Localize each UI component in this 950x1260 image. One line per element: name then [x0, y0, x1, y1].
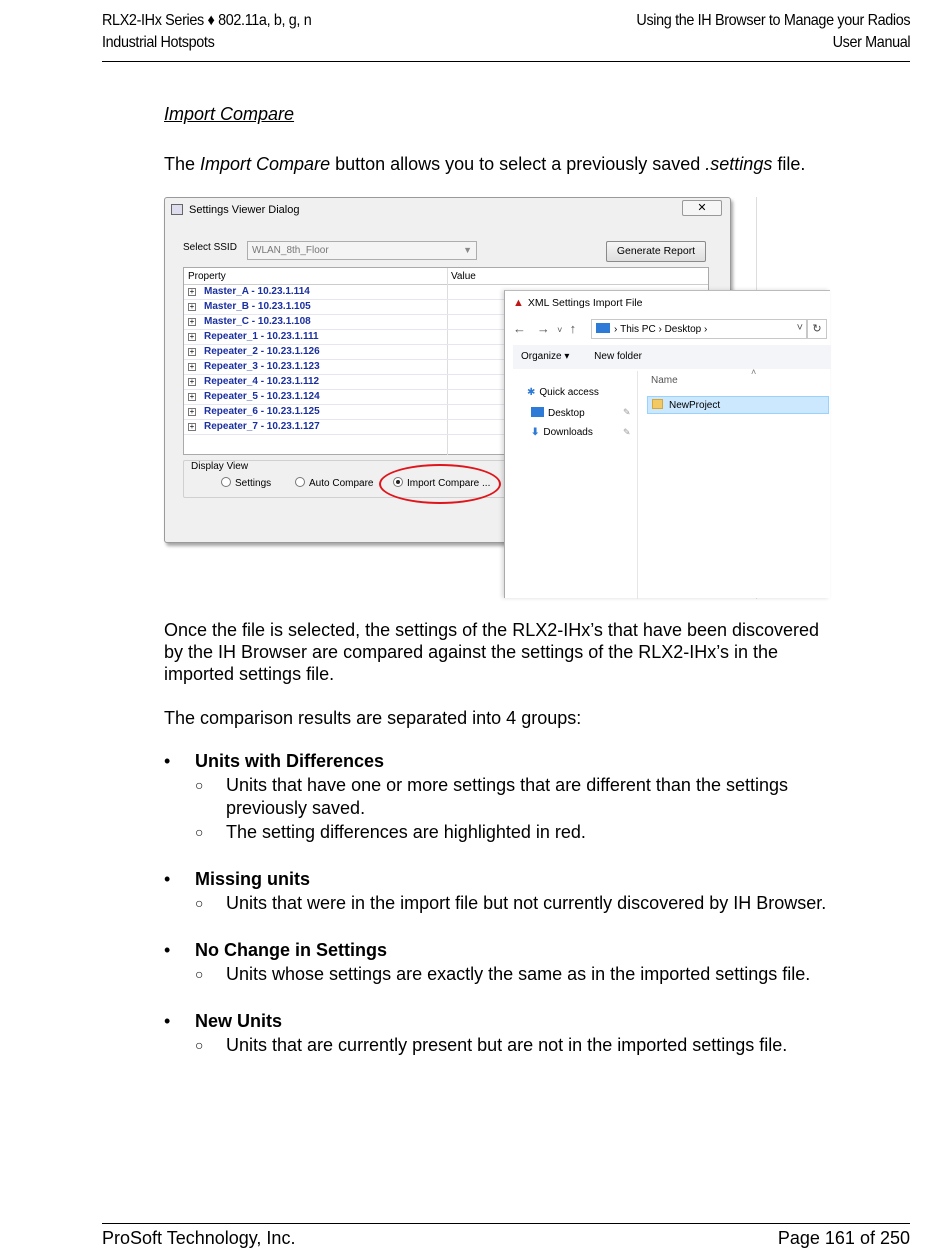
file-name: NewProject: [669, 400, 721, 411]
column-name-header[interactable]: Name: [651, 375, 678, 386]
nav-downloads-label: Downloads: [543, 427, 593, 438]
expand-icon[interactable]: +: [189, 362, 195, 371]
sub-bullet-icon: ○: [195, 823, 204, 840]
col-property: Property: [188, 271, 226, 282]
expand-icon[interactable]: +: [189, 392, 195, 401]
radio-circle: [295, 477, 305, 487]
row-label: Repeater_4 - 10.23.1.112: [204, 376, 320, 387]
address-bar[interactable]: › This PC › Desktop › ˅: [591, 319, 807, 339]
row-label: Repeater_1 - 10.23.1.111: [204, 331, 319, 342]
header-left: [102, 10, 311, 54]
ssid-value: WLAN_8th_Floor: [252, 245, 329, 256]
desktop-icon: [531, 407, 544, 417]
back-arrow-icon[interactable]: ←: [513, 321, 526, 336]
path-desktop[interactable]: Desktop: [664, 324, 702, 335]
radio-settings-label: Settings: [235, 478, 272, 489]
refresh-icon[interactable]: ↻: [807, 319, 827, 339]
bullet-icon: •: [164, 751, 171, 771]
row-label: Repeater_2 - 10.23.1.126: [204, 346, 320, 357]
radio-settings[interactable]: [221, 477, 271, 489]
footer-company: ProSoft Technology, Inc.: [102, 1228, 296, 1248]
header-chapter: Using the IH Browser to Manage your Radios: [636, 12, 910, 29]
new-folder-button[interactable]: New folder: [594, 351, 642, 362]
xml-import-dialog: [504, 290, 830, 598]
expand-icon[interactable]: +: [189, 422, 195, 431]
download-icon: ⬇: [531, 427, 540, 438]
display-view-label: Display View: [191, 461, 249, 472]
organize-button[interactable]: Organize ▾: [521, 351, 570, 362]
col-value: Value: [451, 271, 476, 282]
star-icon: ✱: [527, 387, 536, 398]
row-label: Repeater_5 - 10.23.1.124: [204, 391, 320, 402]
groups-intro: The comparison results are separated into 4 groups:: [164, 708, 582, 728]
expand-icon[interactable]: +: [189, 332, 195, 341]
group-description-text: Units that have one or more settings that are different than the settings previously saved.: [226, 774, 788, 818]
result-group: [164, 868, 864, 915]
quick-access-label: Quick access: [539, 387, 599, 398]
row-label: Repeater_7 - 10.23.1.127: [204, 421, 320, 432]
grid-header: [184, 268, 708, 285]
intro-paragraph: [164, 153, 864, 175]
path-this-pc[interactable]: This PC: [620, 324, 656, 335]
sort-caret-icon: ˄: [751, 367, 757, 377]
result-group: [164, 1010, 864, 1057]
group-title: New Units: [195, 1011, 283, 1031]
sub-bullet-icon: ○: [195, 1036, 204, 1053]
page-header: [102, 8, 910, 62]
select-ssid-label: Select SSID: [183, 242, 237, 253]
expand-icon[interactable]: +: [189, 287, 195, 296]
group-description-text: The setting differences are highlighted in red.: [226, 821, 586, 842]
recent-dropdown-icon[interactable]: ˅: [557, 325, 563, 335]
file-toolbar: [513, 345, 831, 369]
radio-auto-compare[interactable]: [295, 477, 373, 489]
intro-extension: .settings: [705, 154, 773, 174]
group-description-text: Units that are currently present but are not in the imported settings file.: [226, 1034, 788, 1055]
row-label: Repeater_6 - 10.23.1.125: [204, 406, 320, 417]
group-description: [195, 821, 864, 845]
header-product-type: Industrial Hotspots: [102, 34, 215, 51]
intro-post: file.: [772, 154, 806, 174]
chevron-down-icon[interactable]: ˅: [796, 322, 803, 334]
pane-divider: [637, 371, 638, 599]
expand-icon[interactable]: +: [189, 407, 195, 416]
radio-import-compare-label: Import Compare ...: [407, 478, 491, 489]
radio-auto-compare-label: Auto Compare: [309, 478, 374, 489]
app-icon: ▲: [513, 297, 524, 309]
file-dialog-title-text: XML Settings Import File: [527, 297, 643, 309]
window-icon: [171, 204, 183, 215]
expand-icon[interactable]: +: [189, 347, 195, 356]
group-description-text: Units whose settings are exactly the same as in the imported settings file.: [226, 963, 811, 984]
row-label: Master_B - 10.23.1.105: [204, 301, 311, 312]
group-description: [195, 1034, 864, 1058]
sub-bullet-icon: ○: [195, 894, 204, 911]
group-title: Missing units: [195, 869, 311, 889]
header-product: RLX2-IHx Series ♦ 802.11a, b, g, n: [102, 12, 312, 29]
intro-pre: The: [164, 154, 201, 174]
row-label: Master_C - 10.23.1.108: [204, 316, 311, 327]
group-description: [195, 963, 864, 987]
result-group: [164, 750, 864, 844]
generate-report-button[interactable]: Generate Report: [606, 241, 706, 262]
sub-bullet-icon: ○: [195, 776, 204, 793]
nav-quick-access[interactable]: [527, 387, 599, 398]
monitor-icon: [596, 323, 610, 333]
screenshot-figure: [164, 197, 834, 599]
sub-bullet-icon: ○: [195, 965, 204, 982]
header-right: [636, 10, 910, 54]
dialog-title: [171, 204, 299, 216]
radio-circle: [221, 477, 231, 487]
intro-button-name: Import Compare: [200, 154, 331, 174]
result-groups-list: [164, 750, 864, 1081]
footer-page-number: Page 161 of 250: [777, 1228, 910, 1248]
group-description: [195, 892, 864, 916]
section-title: Import Compare: [164, 104, 295, 124]
nav-buttons: [513, 321, 576, 336]
result-group: [164, 939, 864, 986]
nav-downloads[interactable]: [531, 427, 631, 438]
header-doc-type: User Manual: [832, 34, 910, 51]
dialog-title-text: Settings Viewer Dialog: [189, 204, 300, 216]
file-dialog-title: [513, 297, 642, 309]
row-label: Repeater_3 - 10.23.1.123: [204, 361, 320, 372]
expand-icon[interactable]: +: [189, 317, 195, 326]
folder-icon: [652, 399, 663, 409]
up-arrow-icon[interactable]: ↑: [569, 321, 577, 336]
row-label: Master_A - 10.23.1.114: [204, 286, 310, 297]
pin-icon: ✎: [623, 427, 631, 437]
comparison-paragraph: Once the file is selected, the settings of the RLX2-IHx’s that have been discovered by the IH Browser are compared against the settings of the RLX2-IHx’s in the imported settings file.: [164, 620, 820, 684]
expand-icon[interactable]: +: [189, 377, 195, 386]
bullet-icon: •: [164, 1011, 171, 1031]
pin-icon: ✎: [623, 407, 631, 417]
ssid-select[interactable]: [247, 241, 477, 260]
close-button[interactable]: ✕: [682, 200, 722, 216]
page-footer: [102, 1223, 910, 1248]
group-title: No Change in Settings: [195, 940, 388, 960]
nav-desktop-label: Desktop: [548, 408, 585, 419]
intro-mid: button allows you to select a previously saved: [330, 154, 706, 174]
chevron-down-icon: ▼: [463, 245, 472, 255]
expand-icon[interactable]: +: [189, 302, 195, 311]
forward-arrow-icon[interactable]: →: [536, 321, 550, 336]
group-title: Units with Differences: [195, 751, 385, 771]
bullet-icon: •: [164, 940, 171, 960]
highlight-circle: [379, 464, 501, 504]
group-description: [195, 774, 864, 821]
file-item-newproject[interactable]: [647, 396, 829, 414]
bullet-icon: •: [164, 869, 171, 889]
nav-desktop[interactable]: [531, 407, 631, 419]
group-description-text: Units that were in the import file but not currently discovered by IH Browser.: [226, 892, 827, 913]
